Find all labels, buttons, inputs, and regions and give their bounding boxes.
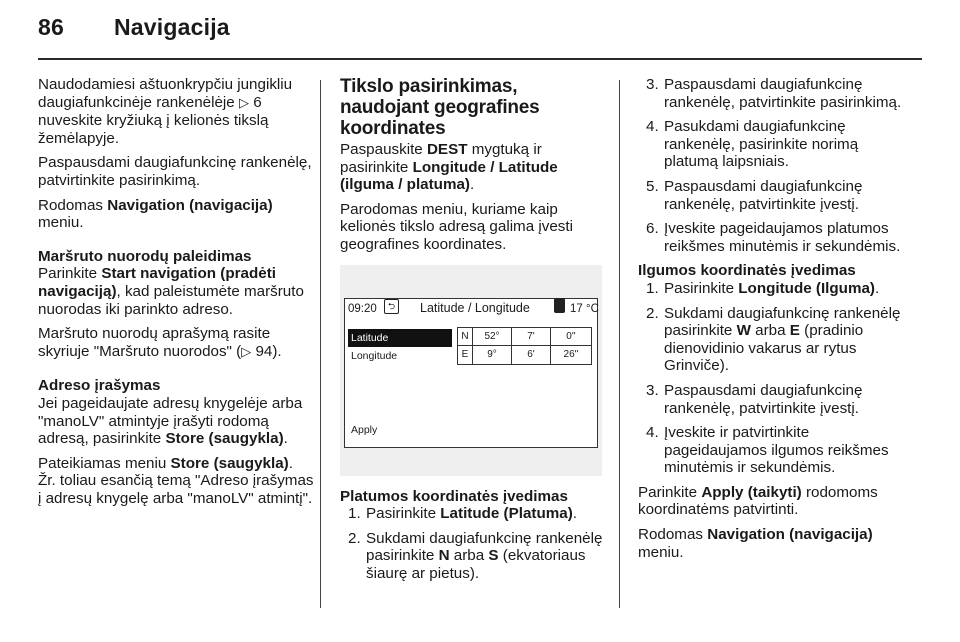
column-2 (340, 76, 608, 590)
section-heading: Maršruto nuorodų paleidimas (38, 247, 252, 265)
paragraph: Parinkite Apply (taikyti) rodomoms koordinatėms patvirtinti. (638, 483, 878, 519)
screen-time: 09:20 (348, 302, 377, 315)
page-header (38, 14, 230, 41)
phone-icon (554, 298, 565, 313)
screen-status-bar (344, 301, 600, 323)
paragraph: Jei pageidaujate adresų knygelėje arba "manoLV" atmintyje įrašyti rodomą adresą, pasirinkite Store (saugykla). (38, 394, 303, 448)
list-item: 6. Įveskite pageidaujamos platumos reikšmes minutėmis ir sekundėmis. (646, 220, 901, 255)
list-item: 4. Pasukdami daugiafunkcinę rankenėlę, pasirinkite norimą platumą laipsniais. (646, 118, 859, 171)
list-item: 3. Paspausdami daugiafunkcinę rankenėlę, patvirtinkite įvestį. (646, 381, 863, 417)
table-row: E 9° 6' 26'' (458, 346, 592, 365)
column-divider (320, 80, 321, 608)
paragraph: Rodomas Navigation (navigacija) meniu. (38, 196, 273, 232)
column-1 (38, 76, 314, 514)
section-heading: Adreso įrašymas (38, 377, 161, 395)
column-divider (619, 80, 620, 608)
section-heading: Platumos koordinatės įvedimas (340, 487, 568, 505)
page-number: 86 (38, 14, 64, 40)
list-item: 3. Paspausdami daugiafunkcinę rankenėlę, patvirtinkite pasirinkimą. (646, 76, 902, 111)
screen-title: Latitude / Longitude (420, 300, 530, 315)
paragraph: Maršruto nuorodų aprašymą rasite skyriuje "Maršruto nuorodos" (▷ 94). (38, 325, 282, 360)
reference-arrow-icon: ▷ (238, 95, 249, 111)
list-item: 5. Paspausdami daugiafunkcinę rankenėlę, patvirtinkite įvestį. (646, 177, 863, 213)
infotainment-screen-image (340, 265, 602, 476)
column-3 (638, 76, 906, 568)
paragraph: Pateikiamas meniu Store (saugykla). Žr. toliau esančią temą "Adreso įrašymas į adresų knygelę arba "manoLV" atmintį". (38, 454, 314, 507)
list-item: 2. Sukdami daugiafunkcinę rankenėlę pasirinkite W arba E (pradinio dienovidinio vakarus ar rytus Grinviče). (646, 304, 901, 375)
list-item: 1. Pasirinkite Latitude (Platuma). (348, 505, 577, 523)
section-heading: Ilgumos koordinatės įvedimas (638, 262, 856, 280)
header-rule (38, 58, 922, 60)
menu-item-longitude: Longitude (351, 349, 398, 362)
table-row: N 52° 7' 0'' (458, 327, 592, 346)
list-item: 2. Sukdami daugiafunkcinę rankenėlę pasirinkite N arba S (ekvatoriaus šiaurę ar pietus). (348, 529, 603, 582)
screen-menu (348, 329, 452, 439)
paragraph: Parodomas meniu, kuriame kaip kelionės tikslo adresą galima įvesti geografines koordinates. (340, 200, 573, 253)
paragraph: Naudodamiesi aštuonkrypčiu jungikliu daugiafunkcinėje rankenėlėje ▷ 6 nuveskite kryžiuką į kelionės tikslą žemėlapyje. (38, 76, 293, 147)
paragraph: Paspauskite DEST mygtuką ir pasirinkite Longitude / Latitude (ilguma / platuma). (340, 141, 558, 194)
paragraph: Parinkite Start navigation (pradėti navigaciją), kad paleistumėte maršruto nuorodas iki parinkto adreso. (38, 265, 304, 318)
menu-item-latitude: Latitude (348, 329, 452, 347)
page-title: Navigacija (114, 14, 230, 40)
list-item: 1. Pasirinkite Longitude (Ilguma). (646, 279, 880, 297)
back-icon: ⮌ (384, 299, 399, 314)
menu-item-apply: Apply (351, 423, 378, 436)
list-item: 4. Įveskite ir patvirtinkite pageidaujamos ilgumos reikšmes minutėmis ir sekundėmis. (646, 424, 889, 477)
paragraph: Rodomas Navigation (navigacija) meniu. (638, 526, 873, 561)
screen-temperature: 17 °C (570, 302, 599, 315)
section-title: Tikslo pasirinkimas, naudojant geografines koordinates (340, 76, 540, 139)
coordinate-grid (457, 327, 592, 365)
paragraph: Paspausdami daugiafunkcinę rankenėlę, patvirtinkite pasirinkimą. (38, 154, 312, 189)
reference-arrow-icon: ▷ (241, 344, 252, 360)
